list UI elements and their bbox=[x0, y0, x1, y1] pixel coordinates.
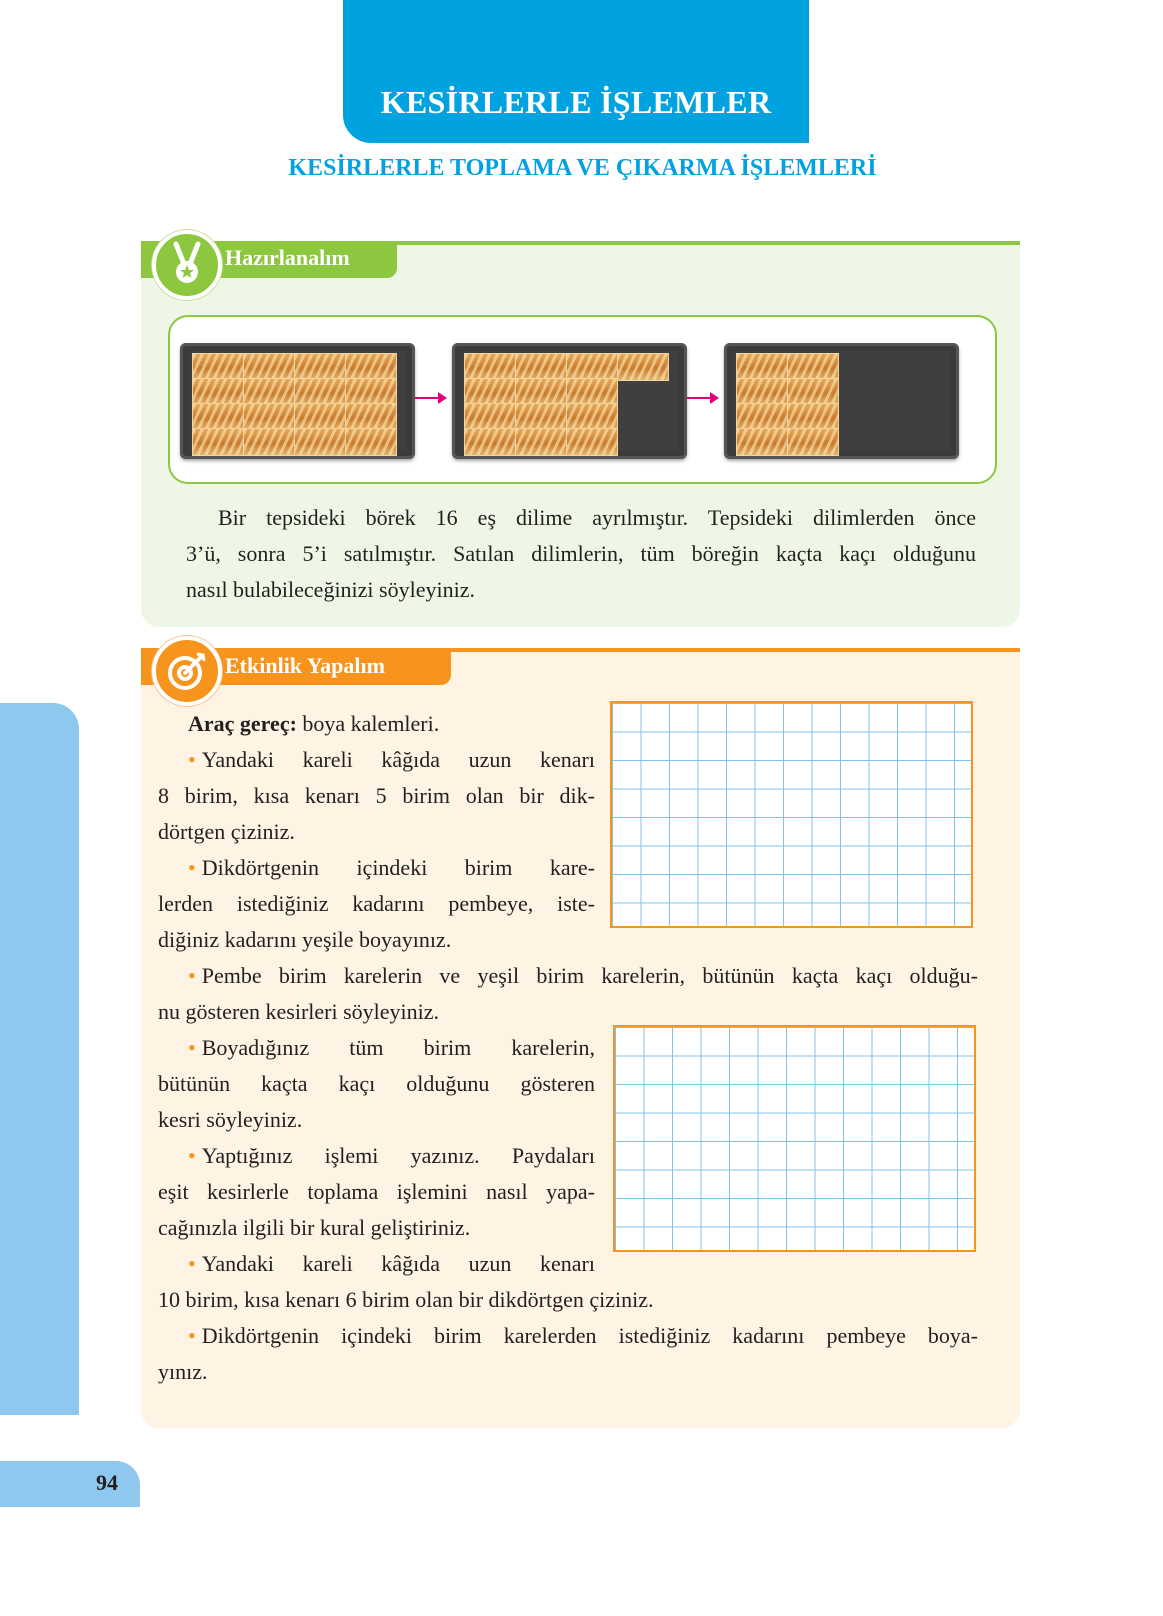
borek-slice bbox=[515, 403, 567, 431]
borek-slice bbox=[243, 428, 295, 456]
section-subtitle: KESİRLERLE TOPLAMA VE ÇIKARMA İŞLEMLERİ bbox=[288, 155, 877, 181]
borek-slice bbox=[294, 428, 346, 456]
activity-line: 8 birim, kısa kenarı 5 birim olan bir dik- bbox=[158, 783, 595, 808]
page-number-tab bbox=[0, 1461, 140, 1507]
borek-tray bbox=[452, 343, 687, 459]
bullet-icon: • bbox=[188, 963, 196, 988]
borek-slice bbox=[243, 378, 295, 406]
activity-text bbox=[158, 706, 996, 1390]
borek-slice bbox=[617, 353, 669, 381]
bullet-icon: • bbox=[188, 1143, 196, 1168]
arrow-right-icon bbox=[415, 397, 445, 399]
prep-text-line: 3’ü, sonra 5’i satılmıştır. Satılan dilimlerin, tüm böreğin kaçta kaçı olduğunu bbox=[186, 541, 976, 566]
borek-trays-figure bbox=[168, 315, 997, 484]
borek-slice bbox=[515, 353, 567, 381]
chapter-title-tab bbox=[343, 0, 809, 143]
target-icon bbox=[152, 636, 222, 706]
activity-line: 10 birim, kısa kenarı 6 birim olan bir dikdörtgen çiziniz. bbox=[158, 1287, 654, 1312]
borek-slice bbox=[736, 353, 788, 381]
prep-text-line: nasıl bulabileceğinizi söyleyiniz. bbox=[186, 577, 475, 602]
borek-slice bbox=[787, 428, 839, 456]
arrow-right-icon bbox=[687, 397, 717, 399]
borek-slice bbox=[787, 353, 839, 381]
activity-line: nu gösteren kesirleri söyleyiniz. bbox=[158, 999, 440, 1024]
borek-slice bbox=[192, 378, 244, 406]
activity-label: Etkinlik Yapalım bbox=[225, 653, 385, 678]
borek-slice bbox=[294, 378, 346, 406]
borek-slice bbox=[566, 378, 618, 406]
borek-slice bbox=[464, 428, 516, 456]
borek-slice bbox=[736, 378, 788, 406]
medal-icon bbox=[152, 230, 222, 300]
bullet-icon: • bbox=[188, 1251, 196, 1276]
bullet-icon: • bbox=[188, 747, 196, 772]
borek-slice bbox=[787, 403, 839, 431]
borek-slice bbox=[566, 403, 618, 431]
borek-slice bbox=[345, 378, 397, 406]
borek-slice bbox=[345, 403, 397, 431]
borek-slice bbox=[192, 353, 244, 381]
borek-slice bbox=[464, 403, 516, 431]
materials-label: Araç gereç: bbox=[188, 711, 297, 736]
prep-label: Hazırlanalım bbox=[225, 245, 350, 270]
borek-slice bbox=[345, 353, 397, 381]
borek-tray bbox=[180, 343, 415, 459]
bullet-icon: • bbox=[188, 1323, 196, 1348]
activity-line: eşit kesirlerle toplama işlemini nasıl yapa- bbox=[158, 1179, 595, 1204]
borek-slice bbox=[566, 428, 618, 456]
borek-slice bbox=[736, 428, 788, 456]
activity-line: Dikdörtgenin içindeki birim kare- bbox=[201, 855, 595, 880]
borek-slice bbox=[294, 353, 346, 381]
activity-line: Dikdörtgenin içindeki birim karelerden istediğiniz kadarını pembeye boya- bbox=[201, 1323, 978, 1348]
activity-line: cağınızla ilgili bir kural geliştiriniz. bbox=[158, 1215, 471, 1240]
borek-slice bbox=[464, 378, 516, 406]
materials-value: boya kalemleri. bbox=[302, 711, 440, 736]
activity-line: bütünün kaçta kaçı olduğunu gösteren bbox=[158, 1071, 595, 1096]
borek-slice bbox=[515, 378, 567, 406]
borek-slice bbox=[243, 353, 295, 381]
activity-line: Pembe birim karelerin ve yeşil birim karelerin, bütünün kaçta kaçı olduğu- bbox=[201, 963, 978, 988]
activity-line: Yandaki kareli kâğıda uzun kenarı bbox=[201, 747, 595, 772]
borek-slice bbox=[787, 378, 839, 406]
side-tab bbox=[0, 703, 79, 1415]
activity-line: Yandaki kareli kâğıda uzun kenarı bbox=[201, 1251, 595, 1276]
bullet-icon: • bbox=[188, 1035, 196, 1060]
borek-slice bbox=[464, 353, 516, 381]
borek-slice bbox=[243, 403, 295, 431]
borek-slice bbox=[192, 403, 244, 431]
activity-line: kesri söyleyiniz. bbox=[158, 1107, 303, 1132]
borek-slice bbox=[566, 353, 618, 381]
borek-slice bbox=[736, 403, 788, 431]
borek-tray bbox=[724, 343, 959, 459]
activity-line: yınız. bbox=[158, 1359, 208, 1384]
activity-line: Yaptığınız işlemi yazınız. Paydaları bbox=[201, 1143, 595, 1168]
chapter-title: KESİRLERLE İŞLEMLER bbox=[380, 84, 772, 120]
bullet-icon: • bbox=[188, 855, 196, 880]
activity-line: lerden istediğiniz kadarını pembeye, iste- bbox=[158, 891, 595, 916]
prep-question bbox=[186, 500, 976, 608]
borek-slice bbox=[515, 428, 567, 456]
prep-text-line: Bir tepsideki börek 16 eş dilime ayrılmıştır. Tepsideki dilimlerden önce bbox=[218, 505, 976, 530]
borek-slice bbox=[345, 428, 397, 456]
activity-line: dörtgen çiziniz. bbox=[158, 819, 295, 844]
activity-line: diğiniz kadarını yeşile boyayınız. bbox=[158, 927, 452, 952]
page-number: 94 bbox=[96, 1470, 118, 1495]
borek-slice bbox=[192, 428, 244, 456]
activity-line: Boyadığınız tüm birim karelerin, bbox=[201, 1035, 595, 1060]
borek-slice bbox=[294, 403, 346, 431]
